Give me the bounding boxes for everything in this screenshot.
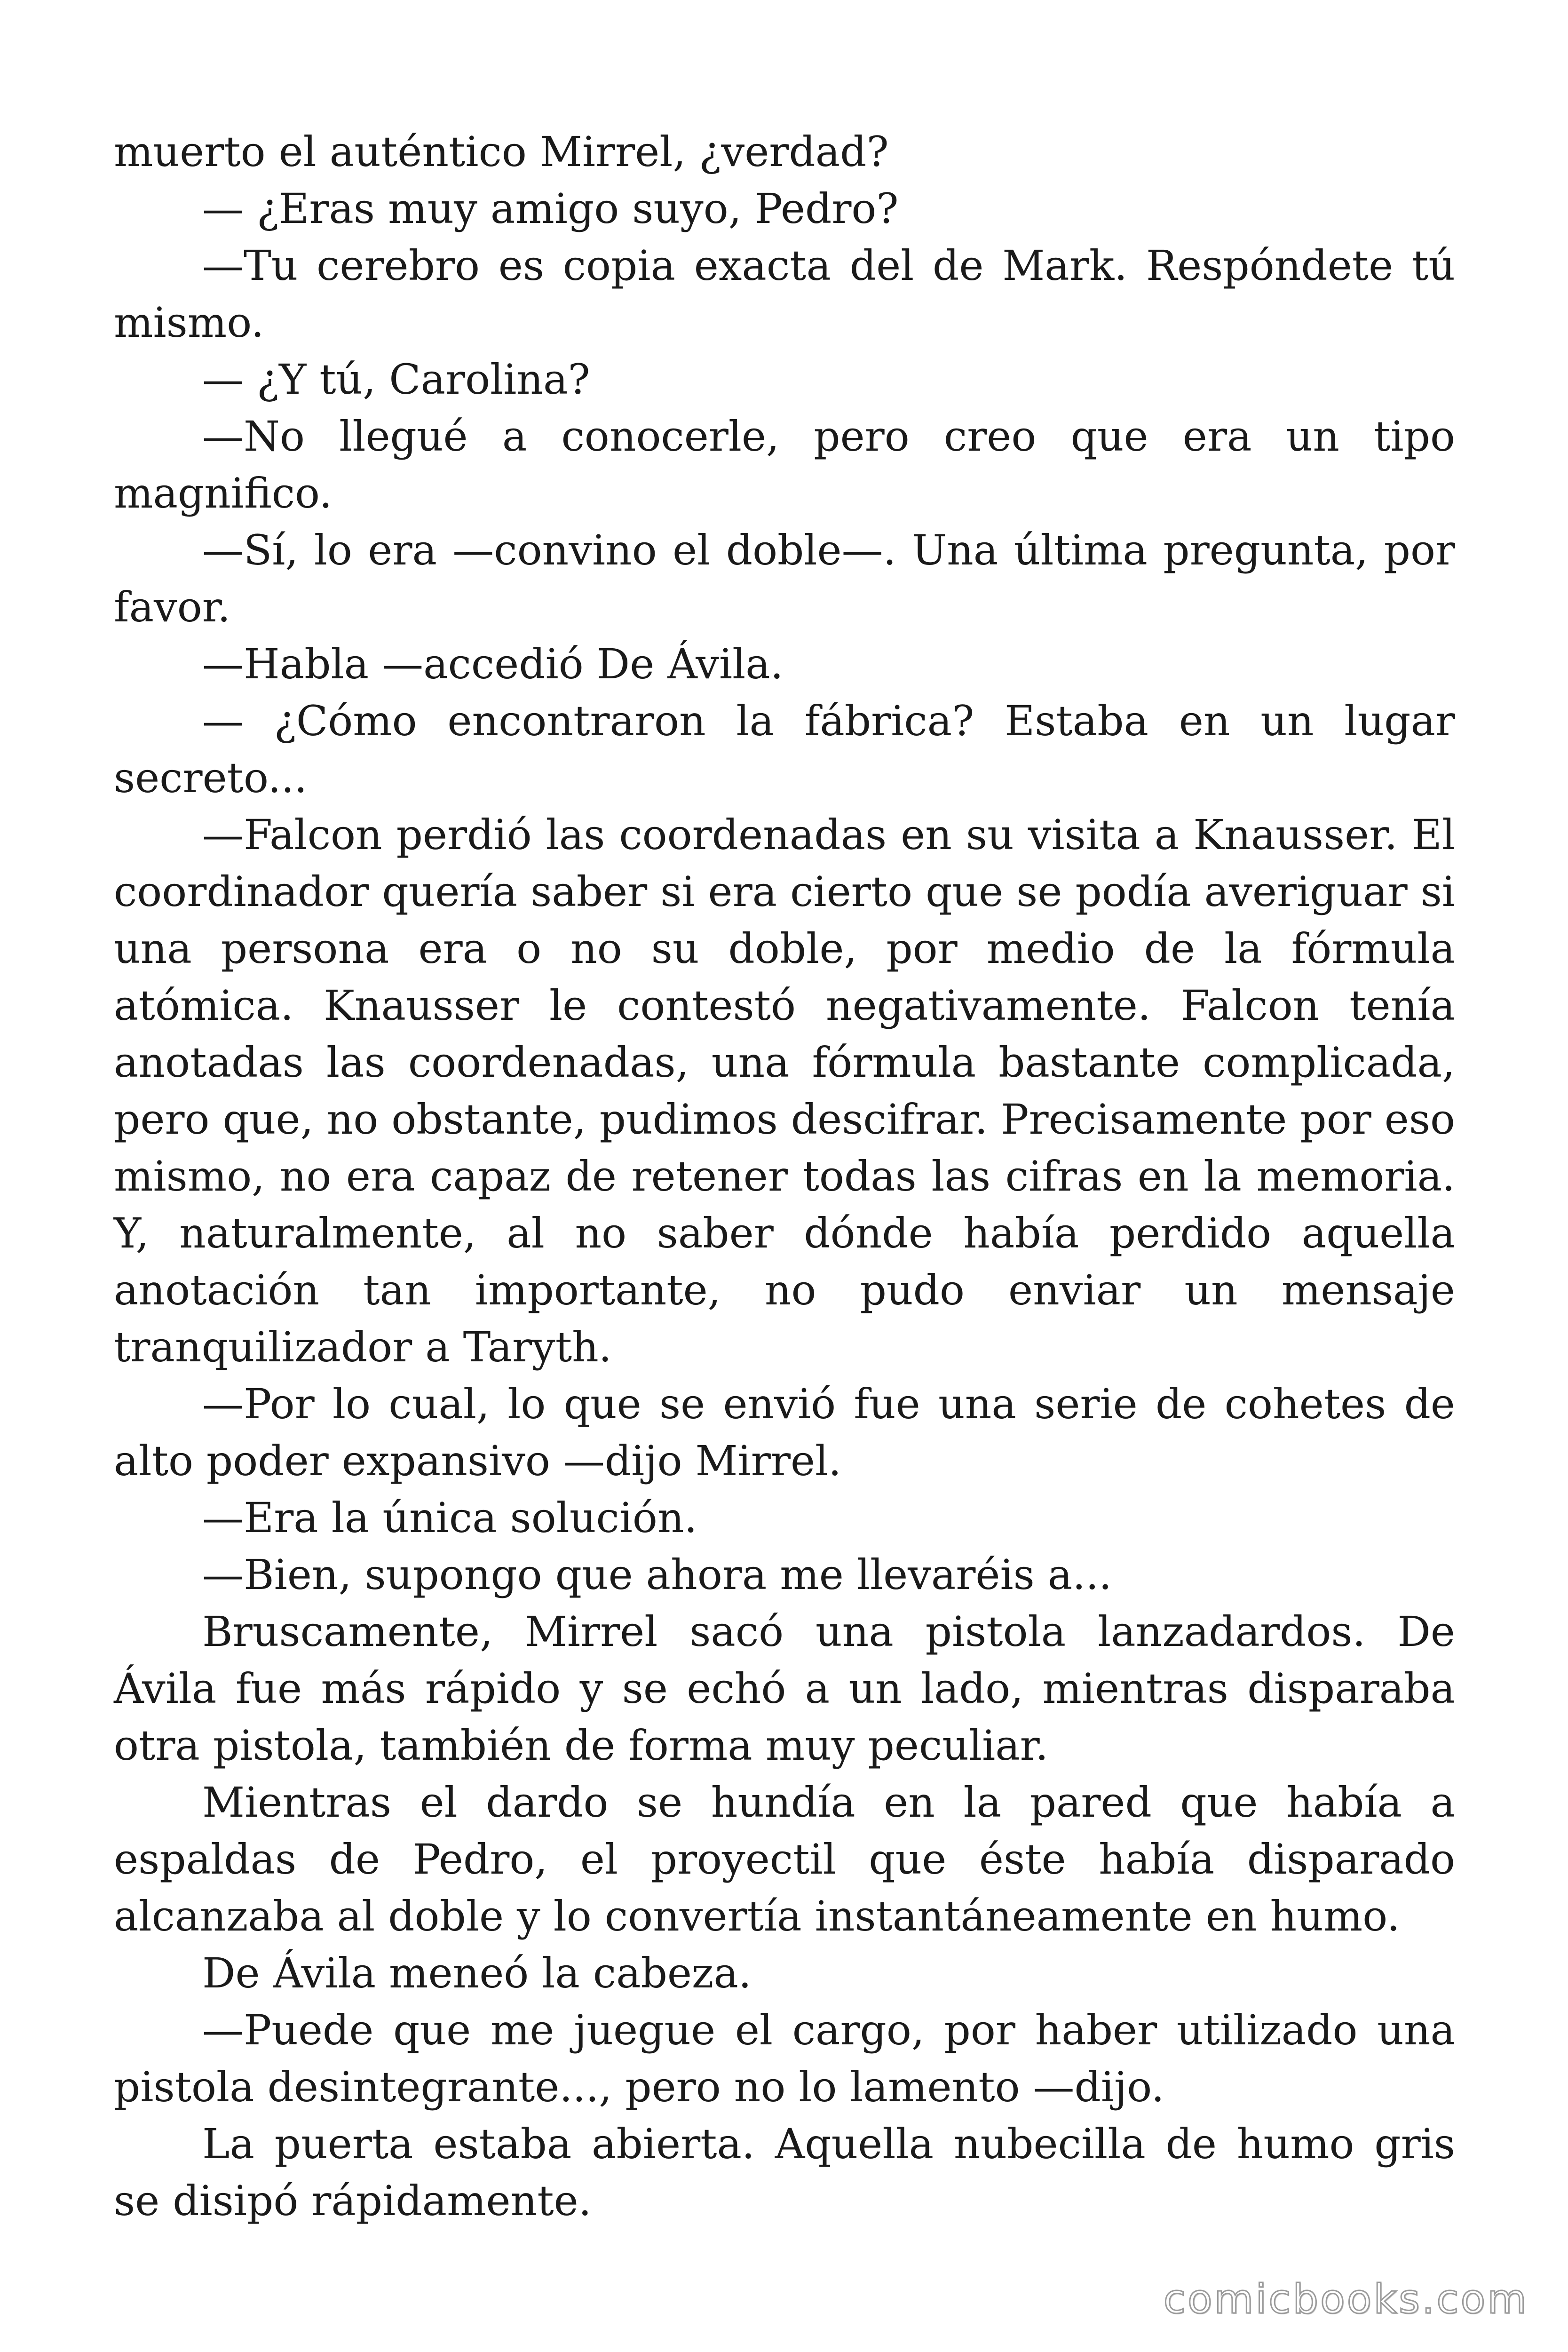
paragraph: —Sí, lo era —convino el doble—. Una última pregunta, por favor. [114, 526, 1455, 631]
paragraph: —Por lo cual, lo que se envió fue una serie de cohetes de alto poder expansivo —dijo Mirrel. [114, 1380, 1455, 1485]
watermark-logo: comicbooks.com [1163, 2276, 1528, 2323]
book-page-text [114, 123, 1455, 2229]
paragraph: —Puede que me juegue el cargo, por haber utilizado una pistola desintegrante..., pero no lo lamento —dijo. [114, 2006, 1455, 2111]
paragraph: —Bien, supongo que ahora me llevaréis a... [202, 1550, 1112, 1599]
paragraph: —Habla —accedió De Ávila. [202, 640, 784, 688]
paragraph: La puerta estaba abierta. Aquella nubecilla de humo gris se disipó rápidamente. [114, 2120, 1455, 2225]
paragraph: Bruscamente, Mirrel sacó una pistola lanzadardos. De Ávila fue más rápido y se echó a un lado, mientras disparaba otra pistola, también de forma muy peculiar. [114, 1607, 1455, 1770]
paragraph: De Ávila meneó la cabeza. [202, 1949, 752, 1997]
paragraph: Mientras el dardo se hundía en la pared que había a espaldas de Pedro, el proyectil que éste había disparado alcanzaba al doble y lo convertía instantáneamente en humo. [114, 1778, 1455, 1940]
paragraph: —No llegué a conocerle, pero creo que era un tipo magnifico. [114, 412, 1455, 517]
paragraph: — ¿Y tú, Carolina? [202, 355, 590, 404]
paragraph: —Falcon perdió las coordenadas en su visita a Knausser. El coordinador quería saber si era cierto que se podía averiguar si una persona era o no su doble, por medio de la fórmula atómica. Knausser le contestó negativamente. Falcon tenía anotadas las coordenadas, una fórmula bastante complicada, pero que, no obstante, pudimos descifrar. Precisamente por eso mismo, no era capaz de retener todas las cifras en la memoria. Y, naturalmente, al no saber dónde había perdido aquella anotación tan importante, no pudo enviar un mensaje tranquilizador a Taryth. [114, 810, 1455, 1371]
paragraph: — ¿Eras muy amigo suyo, Pedro? [202, 184, 899, 233]
paragraph: —Tu cerebro es copia exacta del de Mark. Respóndete tú mismo. [114, 241, 1455, 347]
paragraph: — ¿Cómo encontraron la fábrica? Estaba en un lugar secreto... [114, 697, 1455, 802]
paragraph: —Era la única solución. [202, 1494, 697, 1542]
paragraph: muerto el auténtico Mirrel, ¿verdad? [114, 127, 889, 176]
